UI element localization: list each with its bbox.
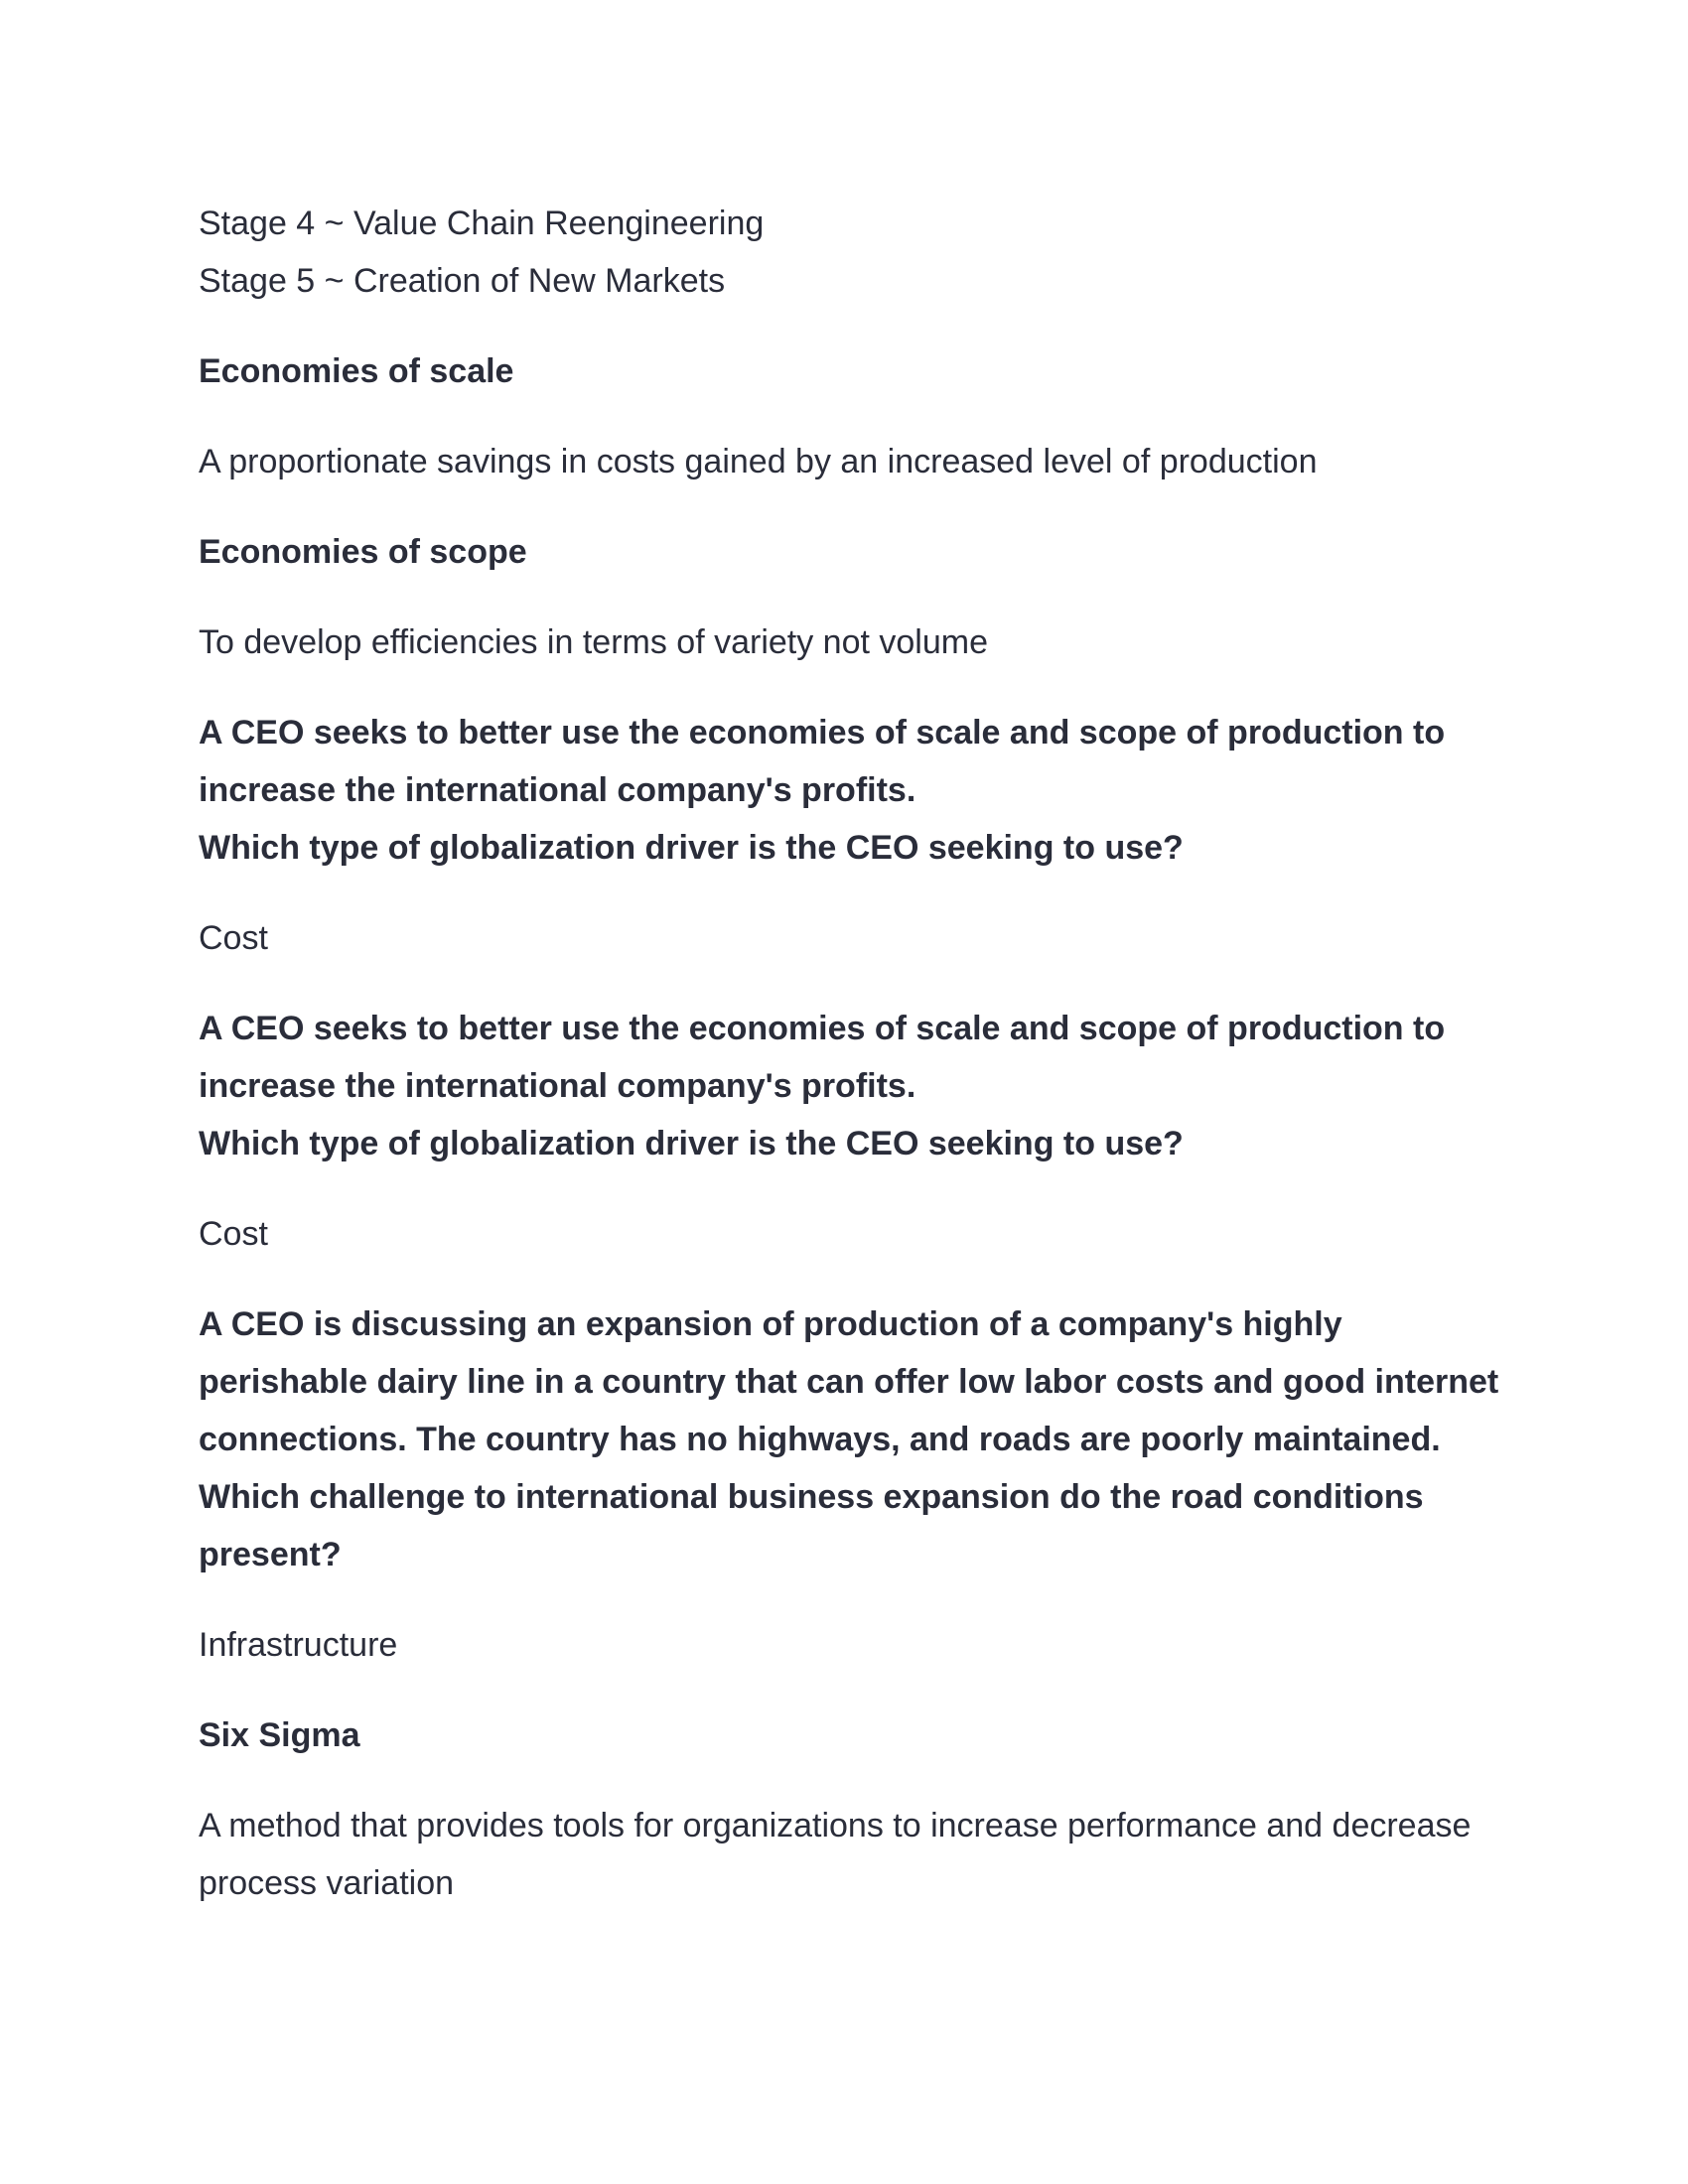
document-page <box>199 195 1509 1912</box>
term-economies-of-scope <box>199 523 1509 581</box>
definition-economies-of-scope <box>199 614 1509 671</box>
stage-item: Stage 4 ~ Value Chain Reengineering <box>199 205 765 242</box>
term-six-sigma <box>199 1706 1509 1764</box>
answer-globalization-driver-repeat <box>199 1205 1509 1263</box>
term-line: perishable dairy line in a country that can offer low labor costs and good internet <box>199 1363 1499 1401</box>
term-line: increase the international company's profits. <box>199 771 916 809</box>
answer-globalization-driver <box>199 909 1509 967</box>
term-line: Which type of globalization driver is the CEO seeking to use? <box>199 829 1184 867</box>
term-line: Six Sigma <box>199 1716 360 1754</box>
term-line: increase the international company's profits. <box>199 1067 916 1105</box>
answer-expansion-challenge <box>199 1616 1509 1674</box>
term-line: Which type of globalization driver is the CEO seeking to use? <box>199 1125 1184 1162</box>
term-line: Economies of scope <box>199 533 527 571</box>
definition-line: A proportionate savings in costs gained by an increased level of production <box>199 443 1318 480</box>
term-line: A CEO is discussing an expansion of production of a company's highly <box>199 1305 1342 1343</box>
definition-line: To develop efficiencies in terms of variety not volume <box>199 623 988 661</box>
definition-economies-of-scale <box>199 433 1509 490</box>
question-expansion-challenge <box>199 1296 1509 1583</box>
definition-line: Cost <box>199 919 268 957</box>
term-line: A CEO seeks to better use the economies of scale and scope of production to <box>199 1010 1446 1047</box>
term-line: connections. The country has no highways, and roads are poorly maintained. <box>199 1421 1441 1458</box>
term-line: Which challenge to international business expansion do the road conditions <box>199 1478 1424 1516</box>
definition-line: Cost <box>199 1215 268 1253</box>
term-line: Economies of scale <box>199 352 514 390</box>
definition-line: A method that provides tools for organizations to increase performance and decrease <box>199 1807 1472 1844</box>
definition-line: process variation <box>199 1864 455 1902</box>
stage-list <box>199 195 1509 310</box>
stage-item: Stage 5 ~ Creation of New Markets <box>199 262 726 300</box>
term-economies-of-scale <box>199 342 1509 400</box>
definition-six-sigma <box>199 1797 1509 1912</box>
term-line: A CEO seeks to better use the economies of scale and scope of production to <box>199 714 1446 751</box>
definition-line: Infrastructure <box>199 1626 398 1664</box>
question-globalization-driver-repeat <box>199 1000 1509 1172</box>
question-globalization-driver <box>199 704 1509 877</box>
term-line: present? <box>199 1536 342 1573</box>
